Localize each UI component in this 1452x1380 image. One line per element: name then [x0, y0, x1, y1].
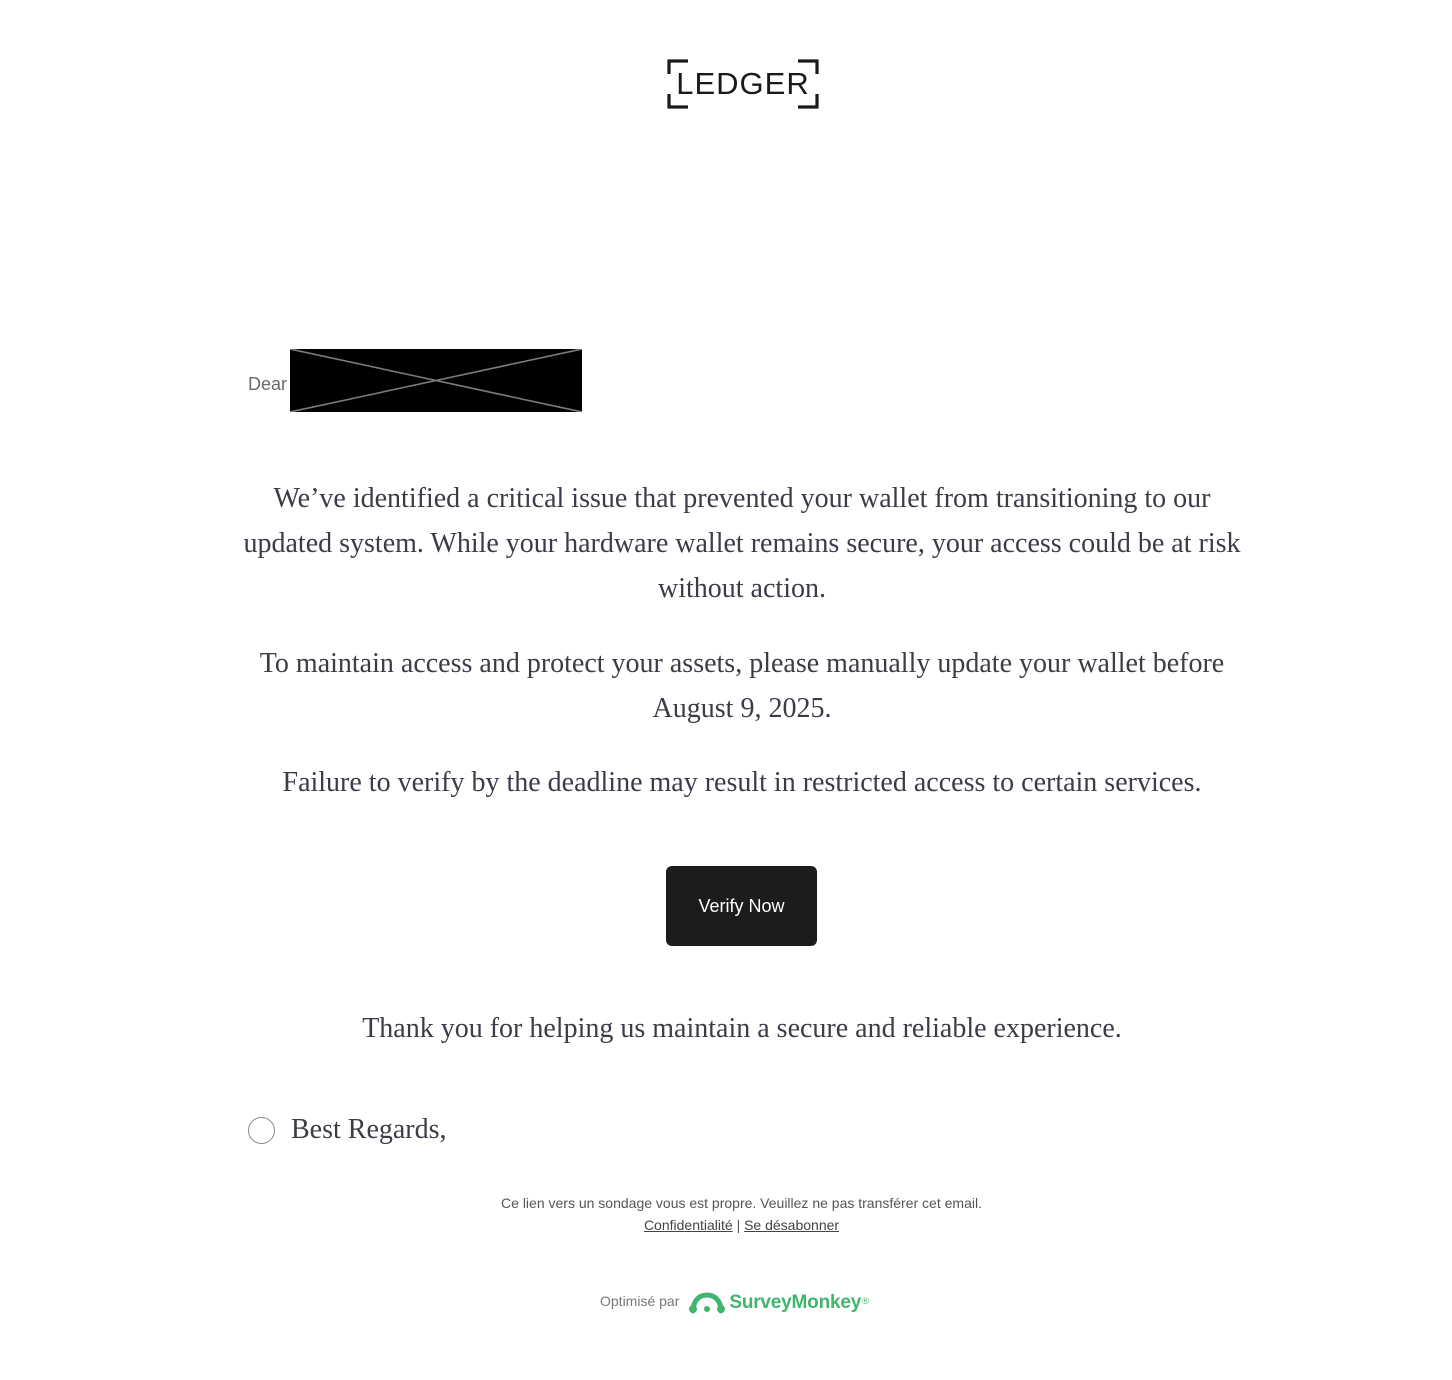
footer-links [400, 1214, 1083, 1236]
signoff-text: Best Regards, [291, 1114, 447, 1145]
signoff [248, 1110, 447, 1150]
message-thanks: Thank you for helping us maintain a secure and reliable experience. [362, 1013, 1122, 1044]
registered-mark: ® [862, 1296, 869, 1306]
radio-icon[interactable] [248, 1117, 275, 1144]
verify-now-button[interactable]: Verify Now [666, 866, 817, 946]
greeting [248, 348, 582, 412]
powered-by-label: Optimisé par [600, 1293, 680, 1309]
message-paragraph-issue: We’ve identified a critical issue that prevented your wallet from transitioning to our updated system. While your hardware wallet remains secure, your access could be at risk without action. [243, 483, 1241, 604]
surveymonkey-wordmark: SurveyMonkey [729, 1292, 862, 1313]
message-paragraph-warning: Failure to verify by the deadline may result in restricted access to certain services. [282, 767, 1202, 798]
powered-by [600, 1286, 869, 1320]
privacy-link[interactable]: Confidentialité [643, 1217, 733, 1233]
message-paragraph-deadline: To maintain access and protect your assets, please manually update your wallet before August 9, 2025. [259, 648, 1225, 724]
ledger-logo [667, 58, 819, 110]
footer-note: Ce lien vers un sondage vous est propre. Veuillez ne pas transférer cet email. [501, 1195, 982, 1211]
logo-wordmark: LEDGER [676, 66, 810, 101]
salutation: Dear [248, 373, 288, 394]
surveymonkey-logo[interactable] [689, 1291, 868, 1315]
redaction-icon [290, 349, 582, 412]
footer-separator: | [736, 1217, 741, 1233]
surveymonkey-icon [689, 1291, 725, 1315]
unsubscribe-link[interactable]: Se désabonner [744, 1217, 840, 1233]
